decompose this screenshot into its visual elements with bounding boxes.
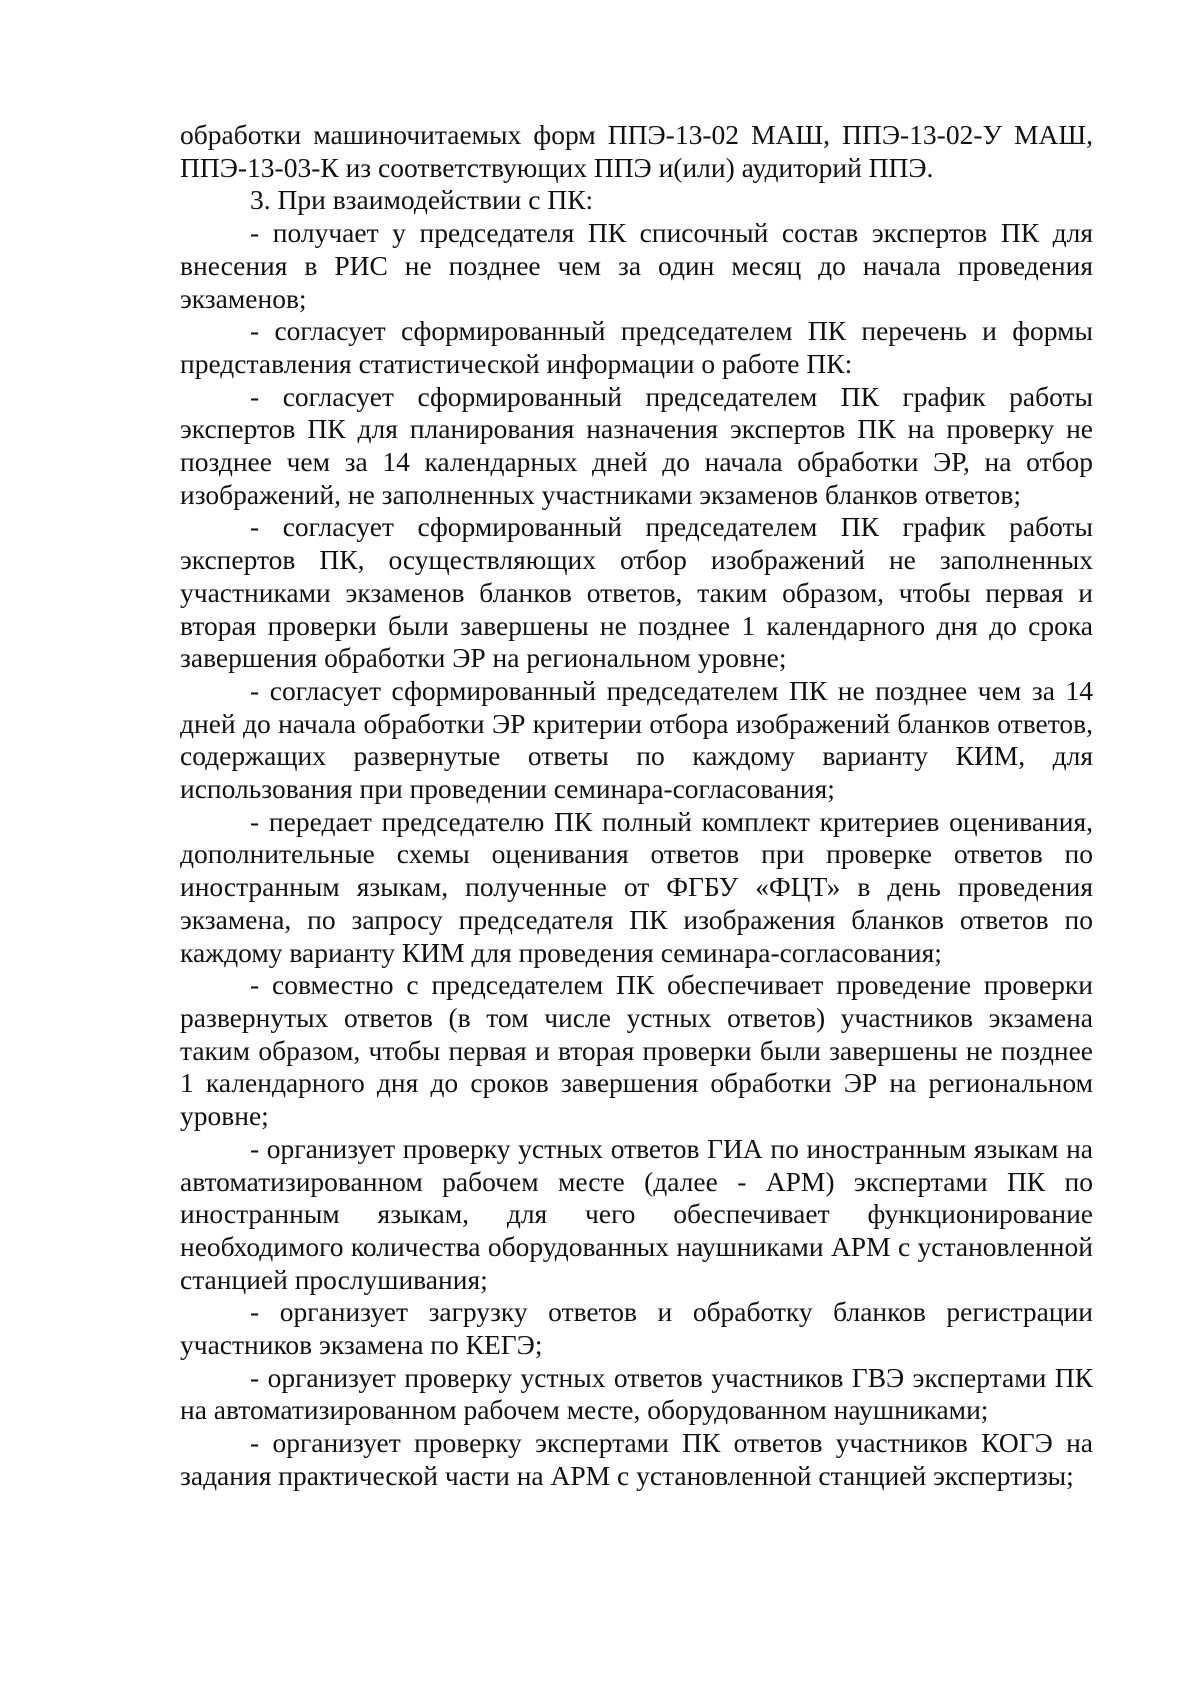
list-item: - согласует сформированный председателем ПК не позднее чем за 14 дней до начала обработки ЭР критерии отбора изображений бланков ответов, содержащих развернутые ответы по каждому варианту КИМ, для использования при проведении семинара-согласования; xyxy=(180,674,1093,805)
paragraph-continuation: обработки машиночитаемых форм ППЭ-13-02 МАШ, ППЭ-13-02-У МАШ, ППЭ-13-03-К из соответствующих ППЭ и(или) аудиторий ППЭ. xyxy=(180,119,1093,183)
list-item: - получает у председателя ПК списочный состав экспертов ПК для внесения в РИС не позднее чем за один месяц до начала проведения экзаменов; xyxy=(180,217,1093,314)
list-item: - организует проверку устных ответов ГИА по иностранным языкам на автоматизированном рабочем месте (далее - АРМ) экспертами ПК по иностранным языкам, для чего обеспечивает функционирование необходимого количества оборудованных наушниками АРМ с установленной станцией прослушивания; xyxy=(180,1132,1093,1295)
list-item: - согласует сформированный председателем ПК график работы экспертов ПК для планирования назначения экспертов ПК на проверку не позднее чем за 14 календарных дней до начала обработки ЭР, на отбор изображений, не заполненных участниками экзаменов бланков ответов; xyxy=(180,380,1093,510)
list-item: - организует проверку экспертами ПК ответов участников КОГЭ на задания практической части на АРМ с установленной станцией экспертизы; xyxy=(180,1427,1093,1491)
list-item: - согласует сформированный председателем ПК график работы экспертов ПК, осуществляющих отбор изображений не заполненных участниками экзаменов бланков ответов, таким образом, чтобы первая и вторая проверки были завершены не позднее 1 календарного дня до срока завершения обработки ЭР на региональном уровне; xyxy=(180,511,1093,674)
list-item: - организует загрузку ответов и обработку бланков регистрации участников экзамена по КЕГЭ; xyxy=(180,1296,1093,1361)
document-body xyxy=(180,119,1093,1493)
list-item: - организует проверку устных ответов участников ГВЭ экспертами ПК на автоматизированном рабочем месте, оборудованном наушниками; xyxy=(180,1361,1093,1426)
list-item: - согласует сформированный председателем ПК перечень и формы представления статистической информации о работе ПК: xyxy=(180,315,1093,379)
section-heading-3: 3. При взаимодействии с ПК: xyxy=(250,184,594,216)
list-item: - совместно с председателем ПК обеспечивает проведение проверки развернутых ответов (в том числе устных ответов) участников экзамена таким образом, чтобы первая и вторая проверки были завершены не позднее 1 календарного дня до сроков завершения обработки ЭР на региональном уровне; xyxy=(180,969,1093,1132)
list-item: - передает председателю ПК полный комплект критериев оценивания, дополнительные схемы оценивания ответов при проверке ответов по иностранным языкам, полученные от ФГБУ «ФЦТ» в день проведения экзамена, по запросу председателя ПК изображения бланков ответов по каждому варианту КИМ для проведения семинара-согласования; xyxy=(180,805,1093,968)
